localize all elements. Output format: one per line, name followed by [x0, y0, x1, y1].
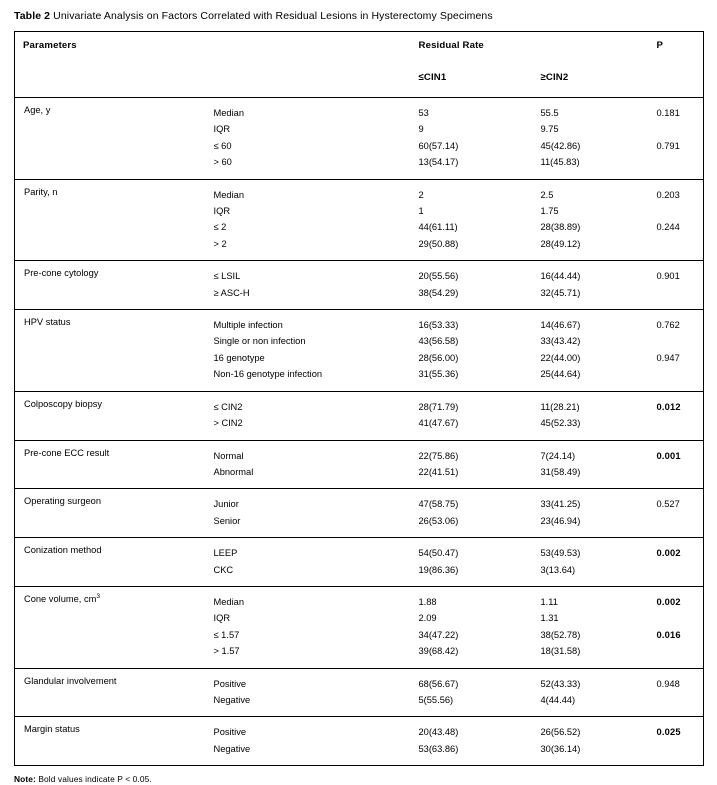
subgroup-label: > 1.57 [213, 646, 240, 657]
cin2-value: 22(44.00) [540, 352, 581, 363]
p-value: 0.002 [656, 596, 681, 607]
univariate-analysis-table [14, 31, 704, 766]
cin2-value: 16(44.44) [540, 271, 581, 282]
cin2-value-cell [533, 98, 649, 180]
p-value-cell [649, 179, 704, 261]
cin1-value: 13(54.17) [418, 157, 459, 168]
cin1-value-cell [411, 310, 533, 392]
subgroup-cell [206, 489, 411, 538]
subgroup-label: Normal [213, 450, 244, 461]
cin1-value: 2.09 [418, 613, 437, 624]
cin2-value: 45(42.86) [540, 140, 581, 151]
p-value: 0.203 [656, 189, 680, 200]
cin2-value: 52(43.33) [540, 678, 581, 689]
column-header-parameters: Parameters [23, 40, 77, 51]
parameter-cell [15, 179, 206, 261]
cin1-value-cell [411, 391, 533, 440]
table-page [14, 0, 703, 785]
cin2-value-cell [533, 538, 649, 587]
table-row [15, 179, 704, 261]
cin1-value-cell [411, 538, 533, 587]
cin2-value: 33(43.42) [540, 336, 581, 347]
p-value-cell [649, 261, 704, 310]
parameter-label: Age, y [24, 105, 51, 115]
table-caption-label: Table 2 [14, 10, 51, 22]
cin1-value: 22(75.86) [418, 450, 459, 461]
parameter-cell [15, 98, 206, 180]
column-header-cin1: ≤CIN1 [418, 72, 447, 83]
cin1-value: 54(50.47) [418, 548, 459, 559]
parameter-cell [15, 586, 206, 668]
p-value: 0.948 [656, 678, 680, 689]
parameter-label: Glandular involvement [24, 675, 117, 686]
parameter-cell [15, 310, 206, 392]
parameter-label: Pre-cone cytology [24, 268, 99, 279]
p-value: 0.244 [656, 222, 680, 233]
subgroup-label: Negative [213, 694, 251, 705]
cin2-value: 14(46.67) [540, 320, 581, 331]
p-value: 0.527 [656, 499, 680, 510]
cin1-value: 39(68.42) [418, 646, 459, 657]
cin1-value: 53 [418, 108, 429, 118]
subgroup-label: IQR [213, 613, 231, 624]
p-value-cell [649, 586, 704, 668]
cin2-value: 4(44.44) [540, 694, 576, 705]
subgroup-label: Median [213, 596, 244, 607]
subgroup-label: > CIN2 [213, 418, 243, 429]
subgroup-label: Multiple infection [213, 320, 283, 331]
subgroup-label: ≤ CIN2 [213, 401, 243, 412]
parameter-superscript: 3 [96, 592, 101, 600]
subgroup-cell [206, 310, 411, 392]
table-row [15, 717, 704, 766]
cin1-value-cell [411, 261, 533, 310]
parameter-label: Pre-cone ECC result [24, 447, 110, 458]
cin1-value-cell [411, 586, 533, 668]
subgroup-label: Median [213, 189, 244, 200]
p-value: 0.012 [656, 401, 681, 412]
p-value-cell [649, 489, 704, 538]
cin1-value-cell [411, 179, 533, 261]
p-value-cell [649, 310, 704, 392]
column-header-p: P [656, 40, 664, 51]
cin1-value: 20(43.48) [418, 727, 459, 738]
cin1-value: 9 [418, 124, 424, 135]
cin1-value: 16(53.33) [418, 320, 459, 331]
cin1-value: 29(50.88) [418, 238, 459, 249]
subgroup-cell [206, 538, 411, 587]
table-row [15, 489, 704, 538]
subgroup-label: Positive [213, 678, 247, 689]
cin2-value: 31(58.49) [540, 466, 581, 477]
table-row [15, 310, 704, 392]
subgroup-label: Junior [213, 499, 239, 510]
parameter-cell [15, 391, 206, 440]
cin1-value: 60(57.14) [418, 140, 459, 151]
cin1-value: 47(58.75) [418, 499, 459, 510]
column-header-residual-rate: Residual Rate [418, 40, 484, 51]
cin1-value: 44(61.11) [418, 222, 458, 233]
subgroup-label: > 2 [213, 238, 227, 249]
column-header-subgroup [206, 32, 411, 98]
subgroup-cell [206, 261, 411, 310]
cin1-value-cell [411, 489, 533, 538]
p-value: 0.001 [656, 450, 681, 461]
cin2-value-cell [533, 440, 649, 489]
cin2-value: 7(24.14) [540, 450, 576, 461]
p-value: 0.762 [656, 320, 680, 331]
cin1-value: 28(56.00) [418, 352, 459, 363]
cin2-value: 25(44.64) [540, 369, 581, 380]
cin1-value: 22(41.51) [418, 466, 459, 477]
subgroup-label: ≤ 60 [213, 140, 232, 151]
cin2-value: 26(56.52) [540, 727, 581, 738]
p-value: 0.947 [656, 352, 680, 363]
parameter-cell [15, 440, 206, 489]
cin1-value: 26(53.06) [418, 515, 459, 526]
p-value-cell [649, 717, 704, 766]
cin1-value-cell [411, 440, 533, 489]
cin1-value: 41(47.67) [418, 418, 459, 429]
cin2-value: 28(49.12) [540, 238, 581, 249]
p-value-cell [649, 391, 704, 440]
table-note-text: Bold values indicate P < 0.05. [38, 774, 152, 785]
cin1-value: 68(56.67) [418, 678, 459, 689]
cin1-value-cell [411, 98, 533, 180]
cin2-value: 1.31 [540, 613, 559, 624]
p-value: 0.002 [656, 548, 681, 559]
subgroup-label: Senior [213, 515, 241, 526]
cin2-value: 18(31.58) [540, 646, 581, 657]
table-note-label: Note: [14, 774, 36, 785]
subgroup-label: LEEP [213, 548, 238, 559]
parameter-cell [15, 717, 206, 766]
cin2-value: 45(52.33) [540, 418, 581, 429]
parameter-label: Cone volume, cm [24, 593, 97, 604]
parameter-cell [15, 261, 206, 310]
subgroup-label: > 60 [213, 157, 232, 168]
cin2-value-cell [533, 489, 649, 538]
cin2-value: 11(28.21) [540, 401, 580, 412]
p-value: 0.016 [656, 629, 681, 640]
subgroup-cell [206, 440, 411, 489]
cin2-value: 38(52.78) [540, 629, 581, 640]
cin2-value: 1.11 [540, 596, 558, 607]
subgroup-cell [206, 179, 411, 261]
column-header-cin2: ≥CIN2 [540, 72, 569, 83]
subgroup-cell [206, 586, 411, 668]
cin1-value: 53(63.86) [418, 743, 459, 754]
cin1-value: 5(55.56) [418, 694, 454, 705]
cin1-value: 19(86.36) [418, 564, 459, 575]
table-row [15, 261, 704, 310]
parameter-cell [15, 538, 206, 587]
cin2-value: 3(13.64) [540, 564, 576, 575]
table-note [14, 766, 703, 785]
subgroup-label: Positive [213, 727, 247, 738]
cin1-value: 28(71.79) [418, 401, 459, 412]
subgroup-label: Median [213, 108, 244, 118]
subgroup-label: ≥ ASC-H [213, 287, 250, 298]
parameter-cell [15, 489, 206, 538]
cin1-value-cell [411, 717, 533, 766]
subgroup-label: Single or non infection [213, 336, 306, 347]
p-value-cell [649, 440, 704, 489]
table-row [15, 538, 704, 587]
subgroup-label: ≤ 2 [213, 222, 227, 233]
p-value: 0.901 [656, 271, 680, 282]
subgroup-cell [206, 717, 411, 766]
subgroup-label: CKC [213, 564, 234, 575]
table-header-row-top [15, 32, 704, 66]
parameter-label: Conization method [24, 545, 102, 556]
cin1-value: 38(54.29) [418, 287, 459, 298]
cin1-value: 43(56.58) [418, 336, 459, 347]
subgroup-cell [206, 391, 411, 440]
parameter-label: HPV status [24, 317, 71, 328]
cin1-value: 31(55.36) [418, 369, 459, 380]
cin2-value: 33(41.25) [540, 499, 581, 510]
subgroup-label: Abnormal [213, 466, 254, 477]
cin2-value-cell [533, 391, 649, 440]
cin1-value: 2 [418, 189, 424, 200]
cin2-value-cell [533, 179, 649, 261]
cin2-value: 53(49.53) [540, 548, 581, 559]
subgroup-label: ≤ 1.57 [213, 629, 240, 640]
cin2-value: 28(38.89) [540, 222, 581, 233]
table-row [15, 98, 704, 180]
cin2-value: 1.75 [540, 206, 559, 217]
cin2-value: 11(45.83) [540, 157, 580, 168]
p-value: 0.791 [656, 140, 680, 151]
table-row [15, 391, 704, 440]
parameter-label: Operating surgeon [24, 496, 102, 507]
cin2-value: 32(45.71) [540, 287, 581, 298]
subgroup-label: ≤ LSIL [213, 271, 241, 282]
p-value-cell [649, 538, 704, 587]
cin2-value-cell [533, 586, 649, 668]
subgroup-label: 16 genotype [213, 352, 265, 363]
cin1-value: 1 [418, 206, 424, 217]
cin1-value: 34(47.22) [418, 629, 459, 640]
p-value: 0.025 [656, 727, 681, 738]
subgroup-label: Negative [213, 743, 251, 754]
subgroup-label: IQR [213, 206, 231, 217]
parameter-label: Margin status [24, 724, 80, 735]
subgroup-label: IQR [213, 124, 231, 135]
cin2-value: 30(36.14) [540, 743, 581, 754]
subgroup-cell [206, 98, 411, 180]
cin2-value: 2.5 [540, 189, 554, 200]
subgroup-label: Non-16 genotype infection [213, 369, 323, 380]
p-value-cell [649, 98, 704, 180]
cin2-value: 9.75 [540, 124, 559, 135]
parameter-label: Colposcopy biopsy [24, 398, 103, 409]
p-value: 0.181 [656, 108, 680, 118]
cin2-value: 55.5 [540, 108, 559, 118]
cin1-value: 20(55.56) [418, 271, 459, 282]
table-caption-text: Univariate Analysis on Factors Correlated with Residual Lesions in Hysterectomy Specimens [53, 10, 493, 22]
table-row [15, 440, 704, 489]
table-body [15, 32, 704, 766]
table-row [15, 586, 704, 668]
cin2-value-cell [533, 261, 649, 310]
cin1-value: 1.88 [418, 596, 437, 607]
cin2-value-cell [533, 717, 649, 766]
parameter-label: Parity, n [24, 186, 58, 197]
cin2-value: 23(46.94) [540, 515, 581, 526]
cin2-value-cell [533, 310, 649, 392]
table-caption [14, 0, 703, 31]
